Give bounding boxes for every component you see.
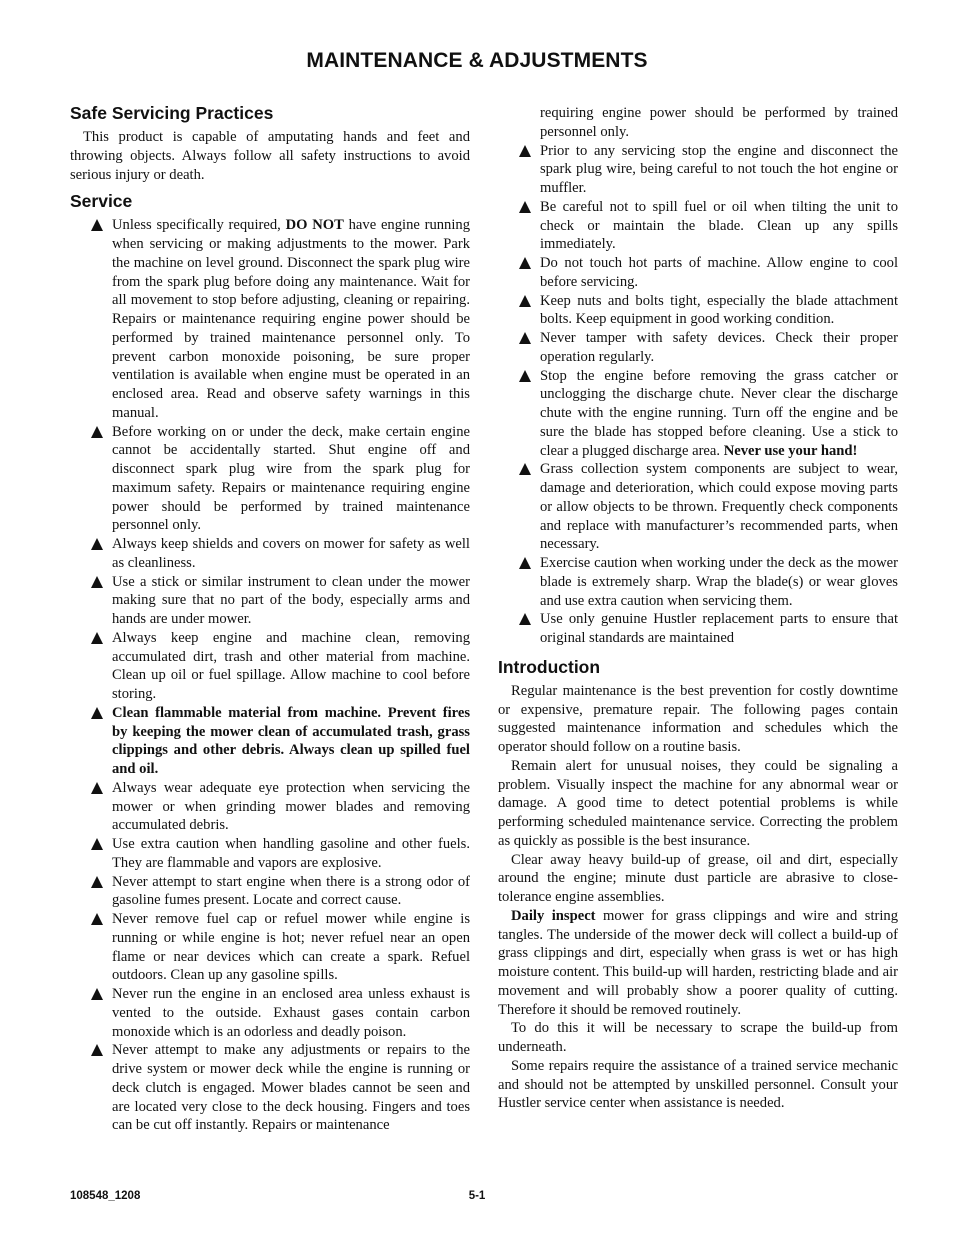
safe-servicing-intro: This product is capable of amputating hands and feet and throwing objects. Always follow all safety instructions to avoid serious injury or death. xyxy=(70,129,470,183)
service-item: Prior to any servicing stop the engine and disconnect the spark plug wire, being careful to not touch the hot engine or muffler. xyxy=(498,142,898,198)
service-list xyxy=(70,216,470,1135)
warning-triangle-icon xyxy=(91,913,103,925)
service-item: Never run the engine in an enclosed area unless exhaust is vented to the outside. Exhaust gases contain carbon monoxide which is an odorless and deadly poison. xyxy=(70,985,470,1041)
warning-triangle-icon xyxy=(91,876,103,888)
service-item: Clean flammable material from machine. Prevent fires by keeping the mower clean of accumulated trash, grass clippings and other debris. Always clean up spilled fuel and oil. xyxy=(70,704,470,779)
warning-triangle-icon xyxy=(91,632,103,644)
service-item: Never remove fuel cap or refuel mower while engine is running or while engine is hot; never refuel near an open flame or near devices which can create a spark. Refuel outdoors. Clean up any gasoline spills. xyxy=(70,910,470,985)
document-number: 108548_1208 xyxy=(70,1190,141,1202)
left-column xyxy=(70,102,470,1135)
service-item: Before working on or under the deck, make certain engine cannot be accidentally started. Shut engine off and disconnect spark plug wire from the spark plug for maximum safety. Repairs or maintenance requiring engine power should be performed by trained maintenance personnel only. xyxy=(70,423,470,536)
warning-triangle-icon xyxy=(91,426,103,438)
warning-triangle-icon xyxy=(519,557,531,569)
warning-triangle-icon xyxy=(91,988,103,1000)
warning-triangle-icon xyxy=(519,370,531,382)
warning-triangle-icon xyxy=(91,782,103,794)
warning-triangle-icon xyxy=(91,838,103,850)
service-item: Use a stick or similar instrument to clean under the mower making sure that no part of the body, especially arms and hands are under mower. xyxy=(70,573,470,629)
warning-triangle-icon xyxy=(519,295,531,307)
right-column xyxy=(498,104,898,1113)
warning-triangle-icon xyxy=(91,219,103,231)
service-item: Exercise caution when working under the deck as the mower blade is extremely sharp. Wrap the blade(s) or wear gloves and use extra caution when servicing them. xyxy=(498,554,898,610)
service-item: Never attempt to make any adjustments or repairs to the drive system or mower deck while the engine is running or deck clutch is engaged. Mower blades cannot be seen and are located very close to the deck housing. Fingers and toes can be cut off instantly. Repairs or maintenance xyxy=(70,1041,470,1135)
warning-triangle-icon xyxy=(519,257,531,269)
warning-triangle-icon xyxy=(519,463,531,475)
introduction-paragraph: Regular maintenance is the best prevention for costly downtime or expensive, premature repair. The following pages contain suggested maintenance information and schedules which the operator should follow on a routine basis. xyxy=(498,682,898,755)
service-item: Always keep shields and covers on mower for safety as well as cleanliness. xyxy=(70,535,470,573)
service-item: Stop the engine before removing the grass catcher or unclogging the discharge chute. Never clear the discharge chute with the engine running. Turn off the engine and be sure the blade has stopped before cleaning. Use a stick to clear a plugged discharge area. Never use your hand! xyxy=(498,367,898,461)
service-item: Always wear adequate eye protection when servicing the mower or when grinding mower blades and removing accumulated debris. xyxy=(70,779,470,835)
service-item: Be careful not to spill fuel or oil when tilting the unit to check or maintain the blade. Clean up any spills immediately. xyxy=(498,198,898,254)
service-item: Never tamper with safety devices. Check their proper operation regularly. xyxy=(498,329,898,367)
warning-triangle-icon xyxy=(519,332,531,344)
warning-triangle-icon xyxy=(519,145,531,157)
introduction-paragraph: Some repairs require the assistance of a trained service mechanic and should not be attempted by unskilled personnel. Consult your Hustler service center when assistance is needed. xyxy=(498,1057,898,1112)
service-list-continued xyxy=(498,142,898,648)
service-item: Keep nuts and bolts tight, especially the blade attachment bolts. Keep equipment in good working condition. xyxy=(498,292,898,330)
warning-triangle-icon xyxy=(91,1044,103,1056)
introduction-paragraph: Daily inspect mower for grass clippings and wire and string tangles. The underside of the mower deck will collect a build-up of grass clippings and dirt, especially when grass is wet or has high moisture content. This build-up will harden, restricting blade and air movement and will probably show a poorer quality of cutting. Therefore it should be removed routinely. xyxy=(498,907,899,1018)
introduction-heading: Introduction xyxy=(498,656,601,677)
warning-triangle-icon xyxy=(519,201,531,213)
warning-triangle-icon xyxy=(91,576,103,588)
service-item: Use only genuine Hustler replacement parts to ensure that original standards are maintained xyxy=(498,610,898,648)
introduction-paragraph: To do this it will be necessary to scrape the build-up from underneath. xyxy=(498,1020,898,1055)
service-item-continuation: requiring engine power should be performed by trained personnel only. xyxy=(540,105,898,140)
warning-triangle-icon xyxy=(519,613,531,625)
page-title: MAINTENANCE & ADJUSTMENTS xyxy=(306,49,648,72)
service-item: Unless specifically required, DO NOT have engine running when servicing or making adjustments to the mower. Park the machine on level ground. Disconnect the spark plug wire from the spark plug before doing any maintenance. Wait for all movement to stop before adjusting, cleaning or repairing. Repairs or maintenance requiring engine power should be performed by trained maintenance personnel only. To prevent carbon monoxide poisoning, be sure proper ventilation is available when engine must be operated in an enclosed area. Read and observe safety warnings in this manual. xyxy=(70,216,470,422)
service-item: Always keep engine and machine clean, removing accumulated dirt, trash and other material from machine. Clean up oil or fuel spillage. Allow machine to cool before storing. xyxy=(70,629,470,704)
introduction-paragraph: Clear away heavy build-up of grease, oil and dirt, especially around the engine; minute dust particle are abrasive to close-tolerance engine assemblies. xyxy=(498,851,898,905)
safe-servicing-heading: Safe Servicing Practices xyxy=(70,103,274,123)
warning-triangle-icon xyxy=(91,707,103,719)
service-item: Do not touch hot parts of machine. Allow engine to cool before servicing. xyxy=(498,254,898,292)
service-item: Grass collection system components are subject to wear, damage and deterioration, which could expose moving parts or allow objects to be thrown. Frequently check components and replace with manufacturer’s recommended parts, when necessary. xyxy=(498,460,898,554)
service-item: Never attempt to start engine when there is a strong odor of gasoline fumes present. Locate and correct cause. xyxy=(70,873,470,911)
introduction-paragraph: Remain alert for unusual noises, they could be signaling a problem. Visually inspect the machine for any abnormal wear or damage. A good time to detect potential problems is while performing scheduled maintenance service. Correcting the problem as quickly as possible is the best insurance. xyxy=(498,757,898,849)
page-number: 5-1 xyxy=(468,1190,486,1202)
service-heading: Service xyxy=(70,191,133,212)
service-item: Use extra caution when handling gasoline and other fuels. They are flammable and vapors are explosive. xyxy=(70,835,470,873)
warning-triangle-icon xyxy=(91,538,103,550)
